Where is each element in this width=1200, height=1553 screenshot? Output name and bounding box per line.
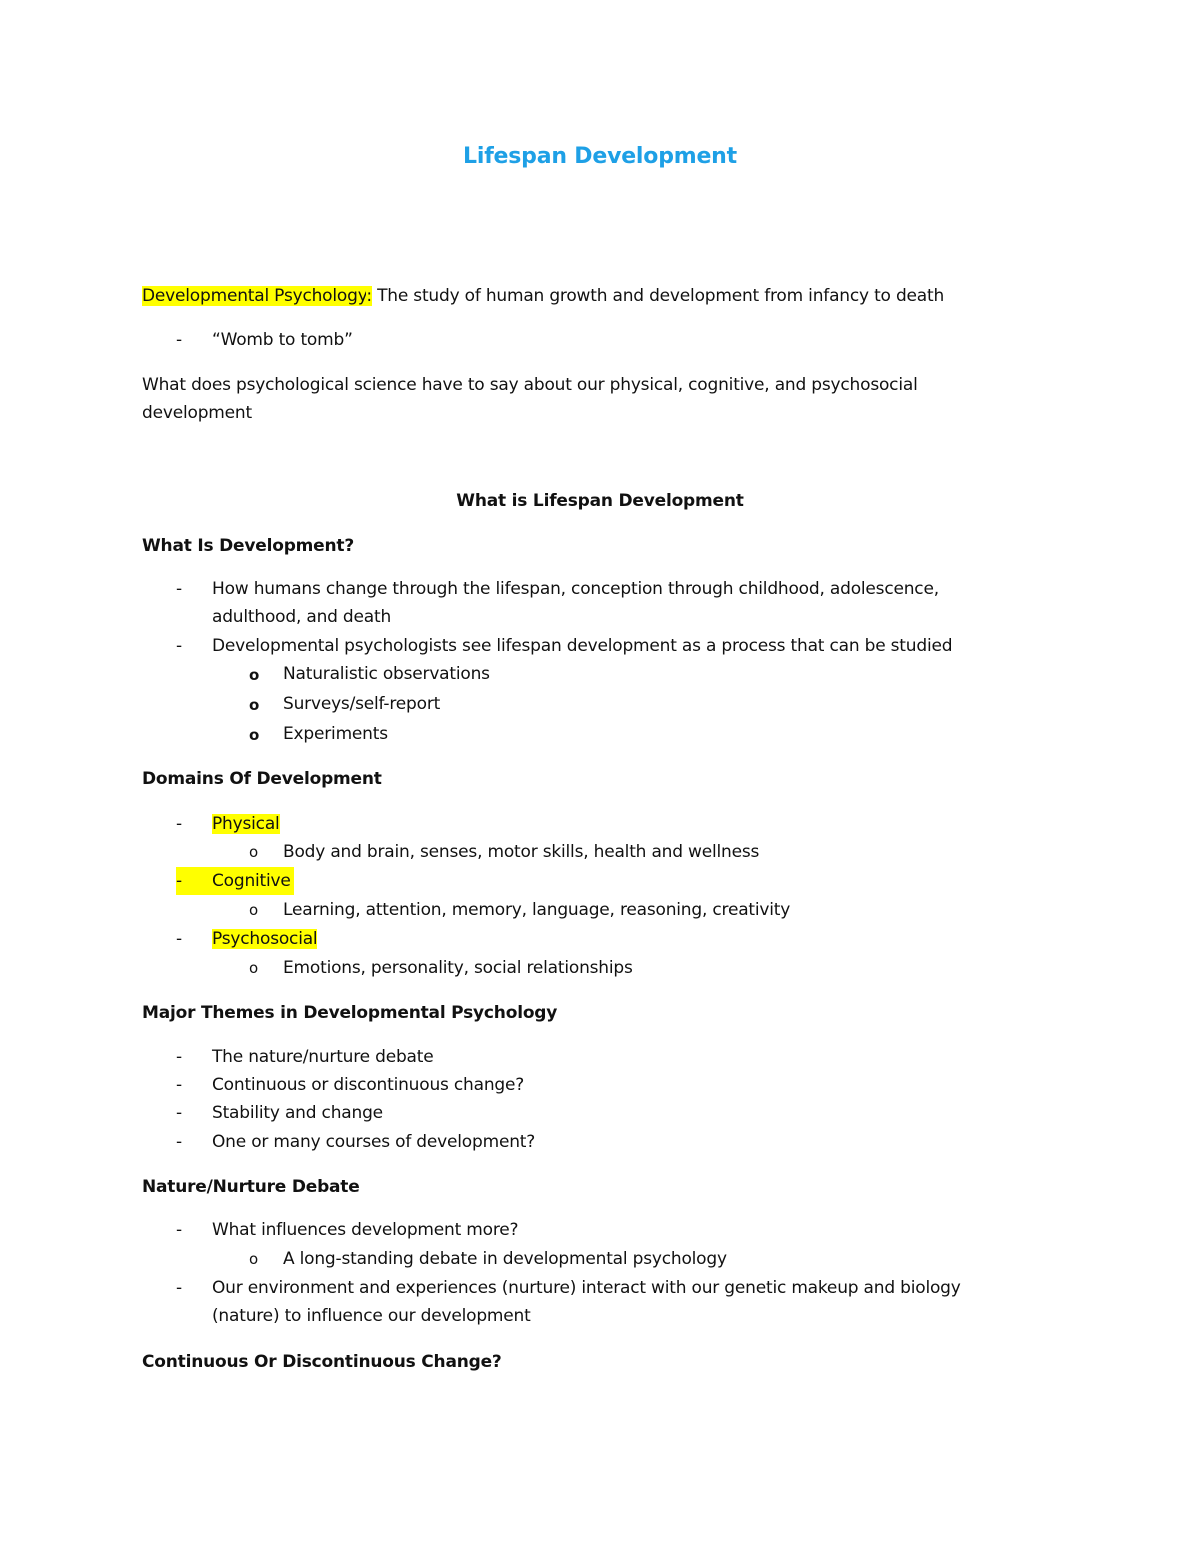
definition-text: The study of human growth and development from infancy to death [371,286,945,306]
domain-label-psychosocial: Psychosocial [212,929,318,949]
o-bullet: o [249,1250,259,1268]
theme-item: Stability and change [212,1103,383,1123]
theme-item: One or many courses of development? [212,1132,536,1152]
list-item-continued: adulthood, and death [212,607,392,627]
what-is-development-heading: What Is Development? [142,536,354,556]
dash-bullet: - [176,1103,183,1123]
nature-nurture-heading: Nature/Nurture Debate [142,1177,360,1197]
dash-bullet: - [176,579,183,599]
list-item: Developmental psychologists see lifespan development as a process that can be studied [212,636,953,656]
dash-bullet: - [176,1132,183,1152]
domain-detail: Learning, attention, memory, language, reasoning, creativity [283,900,791,920]
o-bullet: o [249,843,259,861]
domain-label-cognitive: Cognitive [212,871,291,891]
definition-line: Developmental Psychology: The study of human growth and development from infancy to death [142,286,945,306]
womb-to-tomb-item: “Womb to tomb” [212,330,353,350]
dash-bullet: - [176,1047,183,1067]
dash-bullet: - [176,929,183,949]
theme-item: Continuous or discontinuous change? [212,1075,525,1095]
o-bullet: o [249,726,260,744]
dash-bullet: - [176,871,183,891]
domains-heading: Domains Of Development [142,769,382,789]
domain-detail: Emotions, personality, social relationships [283,958,633,978]
list-item: What influences development more? [212,1220,519,1240]
continuous-heading: Continuous Or Discontinuous Change? [142,1352,502,1372]
domain-detail: Body and brain, senses, motor skills, health and wellness [283,842,760,862]
domain-label-physical: Physical [212,814,280,834]
list-item-continued: (nature) to influence our development [212,1306,531,1326]
o-bullet: o [249,696,260,714]
theme-item: The nature/nurture debate [212,1047,434,1067]
section-heading: What is Lifespan Development [456,491,744,511]
o-bullet: o [249,666,260,684]
list-item: How humans change through the lifespan, conception through childhood, adolescence, [212,579,939,599]
dash-bullet: - [176,636,183,656]
dash-bullet: - [176,1220,183,1240]
list-item: Our environment and experiences (nurture) interact with our genetic makeup and biology [212,1278,961,1298]
sub-list-item: Experiments [283,724,388,744]
dash-bullet: - [176,1075,183,1095]
o-bullet: o [249,959,259,977]
themes-heading: Major Themes in Developmental Psychology [142,1003,558,1023]
o-bullet: o [249,901,259,919]
dash-bullet: - [176,330,183,350]
document-title: Lifespan Development [463,144,737,169]
sub-list-item: Surveys/self-report [283,694,441,714]
sub-list-item: A long-standing debate in developmental psychology [283,1249,727,1269]
highlighted-term: Developmental Psychology [142,286,367,306]
question-line-2: development [142,403,252,423]
dash-bullet: - [176,1278,183,1298]
dash-bullet: - [176,814,183,834]
question-line-1: What does psychological science have to say about our physical, cognitive, and psychosocial [142,375,918,395]
sub-list-item: Naturalistic observations [283,664,490,684]
